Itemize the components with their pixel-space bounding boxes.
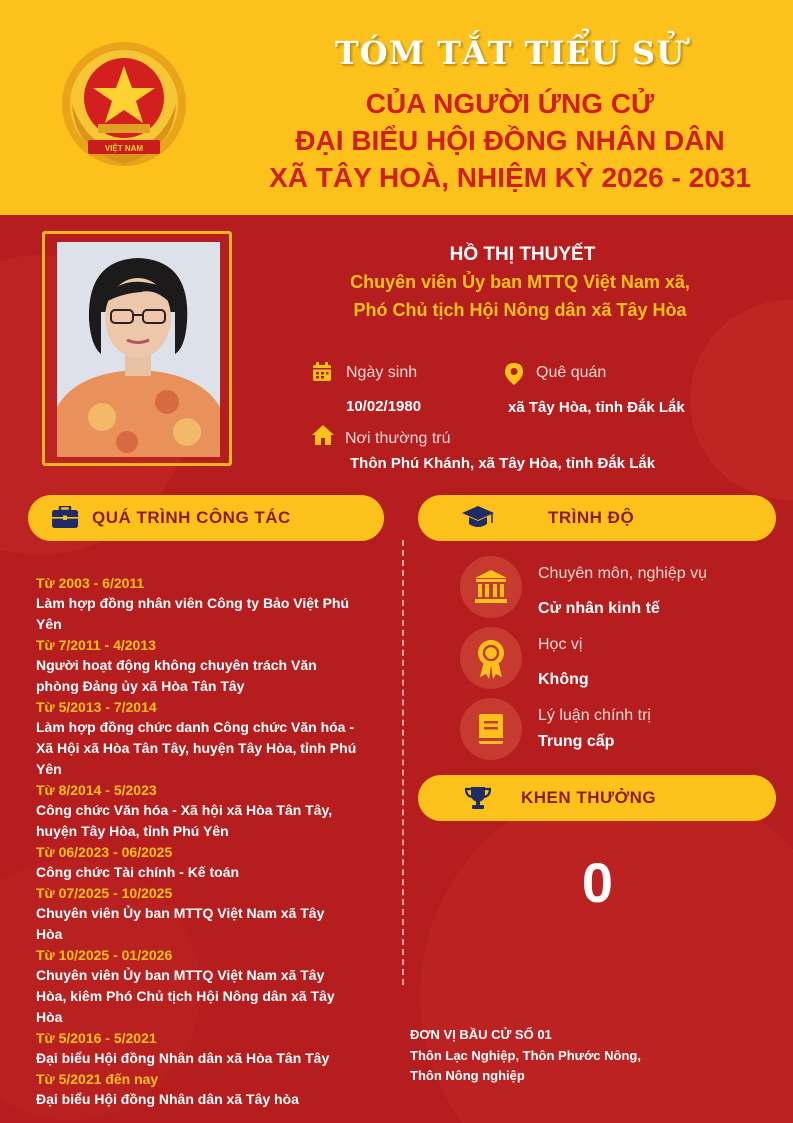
work-history-list: [36, 573, 376, 1110]
work-period: Từ 8/2014 - 5/2023: [36, 782, 157, 798]
work-description: Chuyên viên Ủy ban MTTQ Việt Nam xã Tây: [36, 967, 325, 983]
degree-label: Học vị: [538, 636, 583, 653]
awards-title: KHEN THƯỞNG: [521, 788, 657, 807]
degree-icon-circle: [460, 627, 522, 689]
bg-circle: [690, 300, 793, 500]
residence-label: Nơi thường trú: [345, 430, 451, 447]
work-entry: [36, 697, 376, 780]
work-period: Từ 5/2013 - 7/2014: [36, 699, 157, 715]
work-description: Đại biểu Hội đồng Nhân dân xã Tây hòa: [36, 1091, 299, 1107]
book-icon: [460, 698, 522, 760]
work-period: Từ 10/2025 - 01/2026: [36, 947, 173, 963]
work-description: Đại biểu Hội đồng Nhân dân xã Hòa Tân Tây: [36, 1050, 330, 1066]
title-candidate: CỦA NGƯỜI ỨNG CỬ: [365, 88, 655, 119]
electoral-unit-title: ĐƠN VỊ BẦU CỬ SỐ 01: [410, 1027, 552, 1042]
trophy-icon: [465, 786, 491, 810]
work-entry: [36, 945, 376, 1028]
svg-text:VIỆT NAM: VIỆT NAM: [104, 144, 144, 153]
work-description: Công chức Tài chính - Kế toán: [36, 864, 240, 880]
electoral-unit-line1: Thôn Lạc Nghiệp, Thôn Phước Nông,: [410, 1048, 641, 1063]
title-summary: TÓM TẮT TIỂU SỬ: [334, 34, 686, 72]
work-description: Người hoạt động không chuyên trách Văn: [36, 657, 317, 673]
specialty-icon-circle: [460, 556, 522, 618]
hometown-value: xã Tây Hòa, tỉnh Đắk Lắk: [508, 399, 685, 416]
specialty-label: Chuyên môn, nghiệp vụ: [538, 565, 707, 582]
work-description: phòng Đảng ủy xã Hòa Tân Tây: [36, 678, 245, 694]
candidate-position-line2: Phó Chủ tịch Hội Nông dân xã Tây Hòa: [353, 300, 687, 320]
work-description: Xã Hội xã Hòa Tân Tây, huyện Tây Hòa, tỉnh Phú: [36, 740, 357, 756]
work-entry: [36, 842, 376, 883]
work-description: Làm hợp đồng nhân viên Công ty Bảo Việt Phú: [36, 595, 350, 611]
specialty-value: Cử nhân kinh tế: [538, 600, 660, 617]
location-pin-icon: [505, 363, 523, 385]
work-description: Yên: [36, 761, 62, 777]
hometown-label: Quê quán: [536, 364, 607, 381]
work-period: Từ 5/2016 - 5/2021: [36, 1030, 157, 1046]
work-description: Hòa: [36, 1009, 63, 1025]
calendar-icon: [312, 362, 332, 382]
briefcase-icon: [52, 506, 78, 528]
candidate-name: HỒ THỊ THUYẾT: [449, 244, 596, 265]
graduation-cap-icon: [462, 506, 494, 530]
awards-count: 0: [581, 851, 614, 914]
work-period: Từ 5/2021 đến nay: [36, 1071, 159, 1087]
title-council: ĐẠI BIỂU HỘI ĐỒNG NHÂN DÂN: [295, 125, 725, 156]
work-entry: [36, 1028, 376, 1069]
work-entry: [36, 635, 376, 697]
work-description: Chuyên viên Ủy ban MTTQ Việt Nam xã Tây: [36, 905, 325, 921]
dob-value: 10/02/1980: [346, 398, 422, 415]
award-ribbon-icon: [460, 627, 522, 689]
candidate-position-line1: Chuyên viên Ủy ban MTTQ Việt Nam xã,: [350, 272, 690, 292]
work-period: Từ 2003 - 6/2011: [36, 575, 145, 591]
work-entry: [36, 780, 376, 842]
work-period: Từ 7/2011 - 4/2013: [36, 637, 156, 653]
work-period: Từ 07/2025 - 10/2025: [36, 885, 173, 901]
work-period: Từ 06/2023 - 06/2025: [36, 844, 173, 860]
political-value: Trung cấp: [538, 733, 615, 750]
work-description: huyện Tây Hòa, tỉnh Phú Yên: [36, 823, 229, 839]
candidate-photo: [57, 242, 220, 457]
institution-icon: [460, 556, 522, 618]
work-entry: [36, 1069, 376, 1110]
work-entry: [36, 573, 376, 635]
work-description: Hòa, kiêm Phó Chủ tịch Hội Nông dân xã Tây: [36, 988, 335, 1004]
degree-value: Không: [538, 671, 589, 688]
education-title: TRÌNH ĐỘ: [548, 508, 635, 527]
header-banner: [0, 0, 793, 215]
work-description: Hòa: [36, 926, 63, 942]
work-description: Công chức Văn hóa - Xã hội xã Hòa Tân Tây,: [36, 802, 333, 818]
political-label: Lý luận chính trị: [538, 707, 651, 724]
dob-label: Ngày sinh: [346, 364, 418, 381]
home-icon: [312, 425, 334, 445]
residence-value: Thôn Phú Khánh, xã Tây Hòa, tỉnh Đắk Lắk: [350, 455, 656, 472]
column-divider: [402, 540, 404, 985]
work-description: Yên: [36, 616, 62, 632]
work-description: Làm hợp đồng chức danh Công chức Văn hóa -: [36, 719, 355, 735]
political-icon-circle: [460, 698, 522, 760]
electoral-unit-line2: Thôn Nông nghiệp: [410, 1068, 525, 1083]
title-term: XÃ TÂY HOÀ, NHIỆM KỲ 2026 - 2031: [269, 162, 751, 193]
work-entry: [36, 883, 376, 945]
national-emblem-icon: [58, 40, 190, 170]
work-history-title: QUÁ TRÌNH CÔNG TÁC: [92, 508, 291, 527]
